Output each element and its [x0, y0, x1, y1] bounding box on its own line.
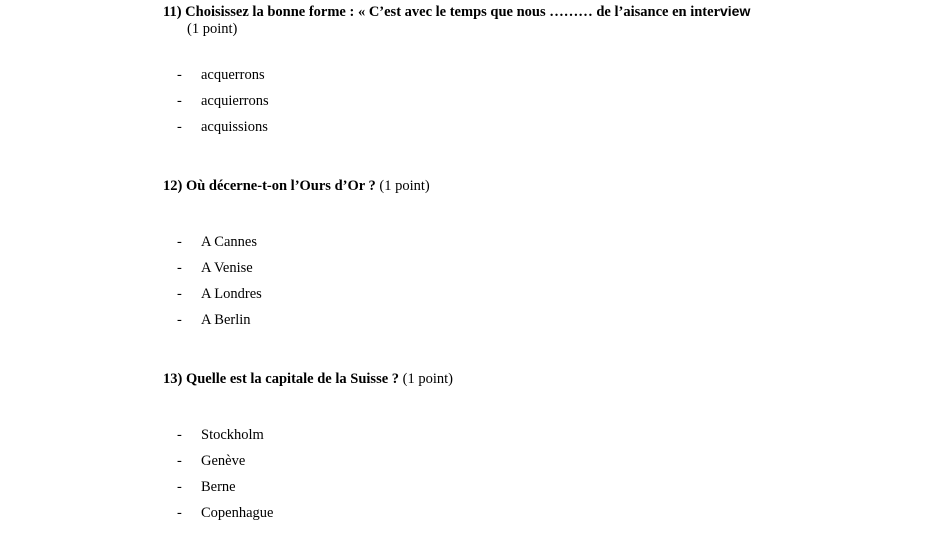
bullet-dash: - [177, 234, 182, 250]
question-11-number: 11) [163, 4, 182, 20]
question-11 [163, 3, 923, 38]
question-12-number: 12) [163, 178, 183, 194]
question-12-heading [163, 178, 923, 195]
option-label: Genève [201, 453, 246, 469]
option-label: A Londres [201, 286, 262, 302]
bullet-dash: - [177, 312, 182, 328]
bullet-dash: - [177, 119, 182, 135]
bullet-dash: - [177, 67, 182, 83]
question-13-points: (1 point) [402, 371, 453, 387]
bullet-dash: - [177, 479, 182, 495]
question-11-heading [163, 3, 923, 21]
question-12-text: Où décerne-t-on l’Ours d’Or ? [185, 178, 376, 194]
question-13-text: Quelle est la capitale de la Suisse ? [185, 371, 400, 387]
bullet-dash: - [177, 505, 182, 521]
bullet-dash: - [177, 260, 182, 276]
question-13-number: 13) [163, 371, 183, 387]
question-13-heading [163, 371, 923, 388]
option-label: A Berlin [201, 312, 251, 328]
question-12-points: (1 point) [379, 178, 430, 194]
option-label: acquierrons [201, 93, 269, 109]
question-11-points: (1 point) [187, 21, 238, 37]
option-label: A Cannes [201, 234, 257, 250]
option-label: acquerrons [201, 67, 265, 83]
bullet-dash: - [177, 453, 182, 469]
bullet-dash: - [177, 93, 182, 109]
question-11-text-tail: view [720, 3, 751, 19]
bullet-dash: - [177, 427, 182, 443]
bullet-dash: - [177, 286, 182, 302]
question-12 [163, 178, 923, 195]
option-label: Berne [201, 479, 236, 495]
option-label: acquissions [201, 119, 268, 135]
question-11-text: Choisissez la bonne forme : « C’est avec le temps que nous ……… de l’aisance en inter [185, 4, 720, 20]
question-13 [163, 371, 923, 388]
option-label: A Venise [201, 260, 253, 276]
option-label: Copenhague [201, 505, 274, 521]
option-label: Stockholm [201, 427, 264, 443]
